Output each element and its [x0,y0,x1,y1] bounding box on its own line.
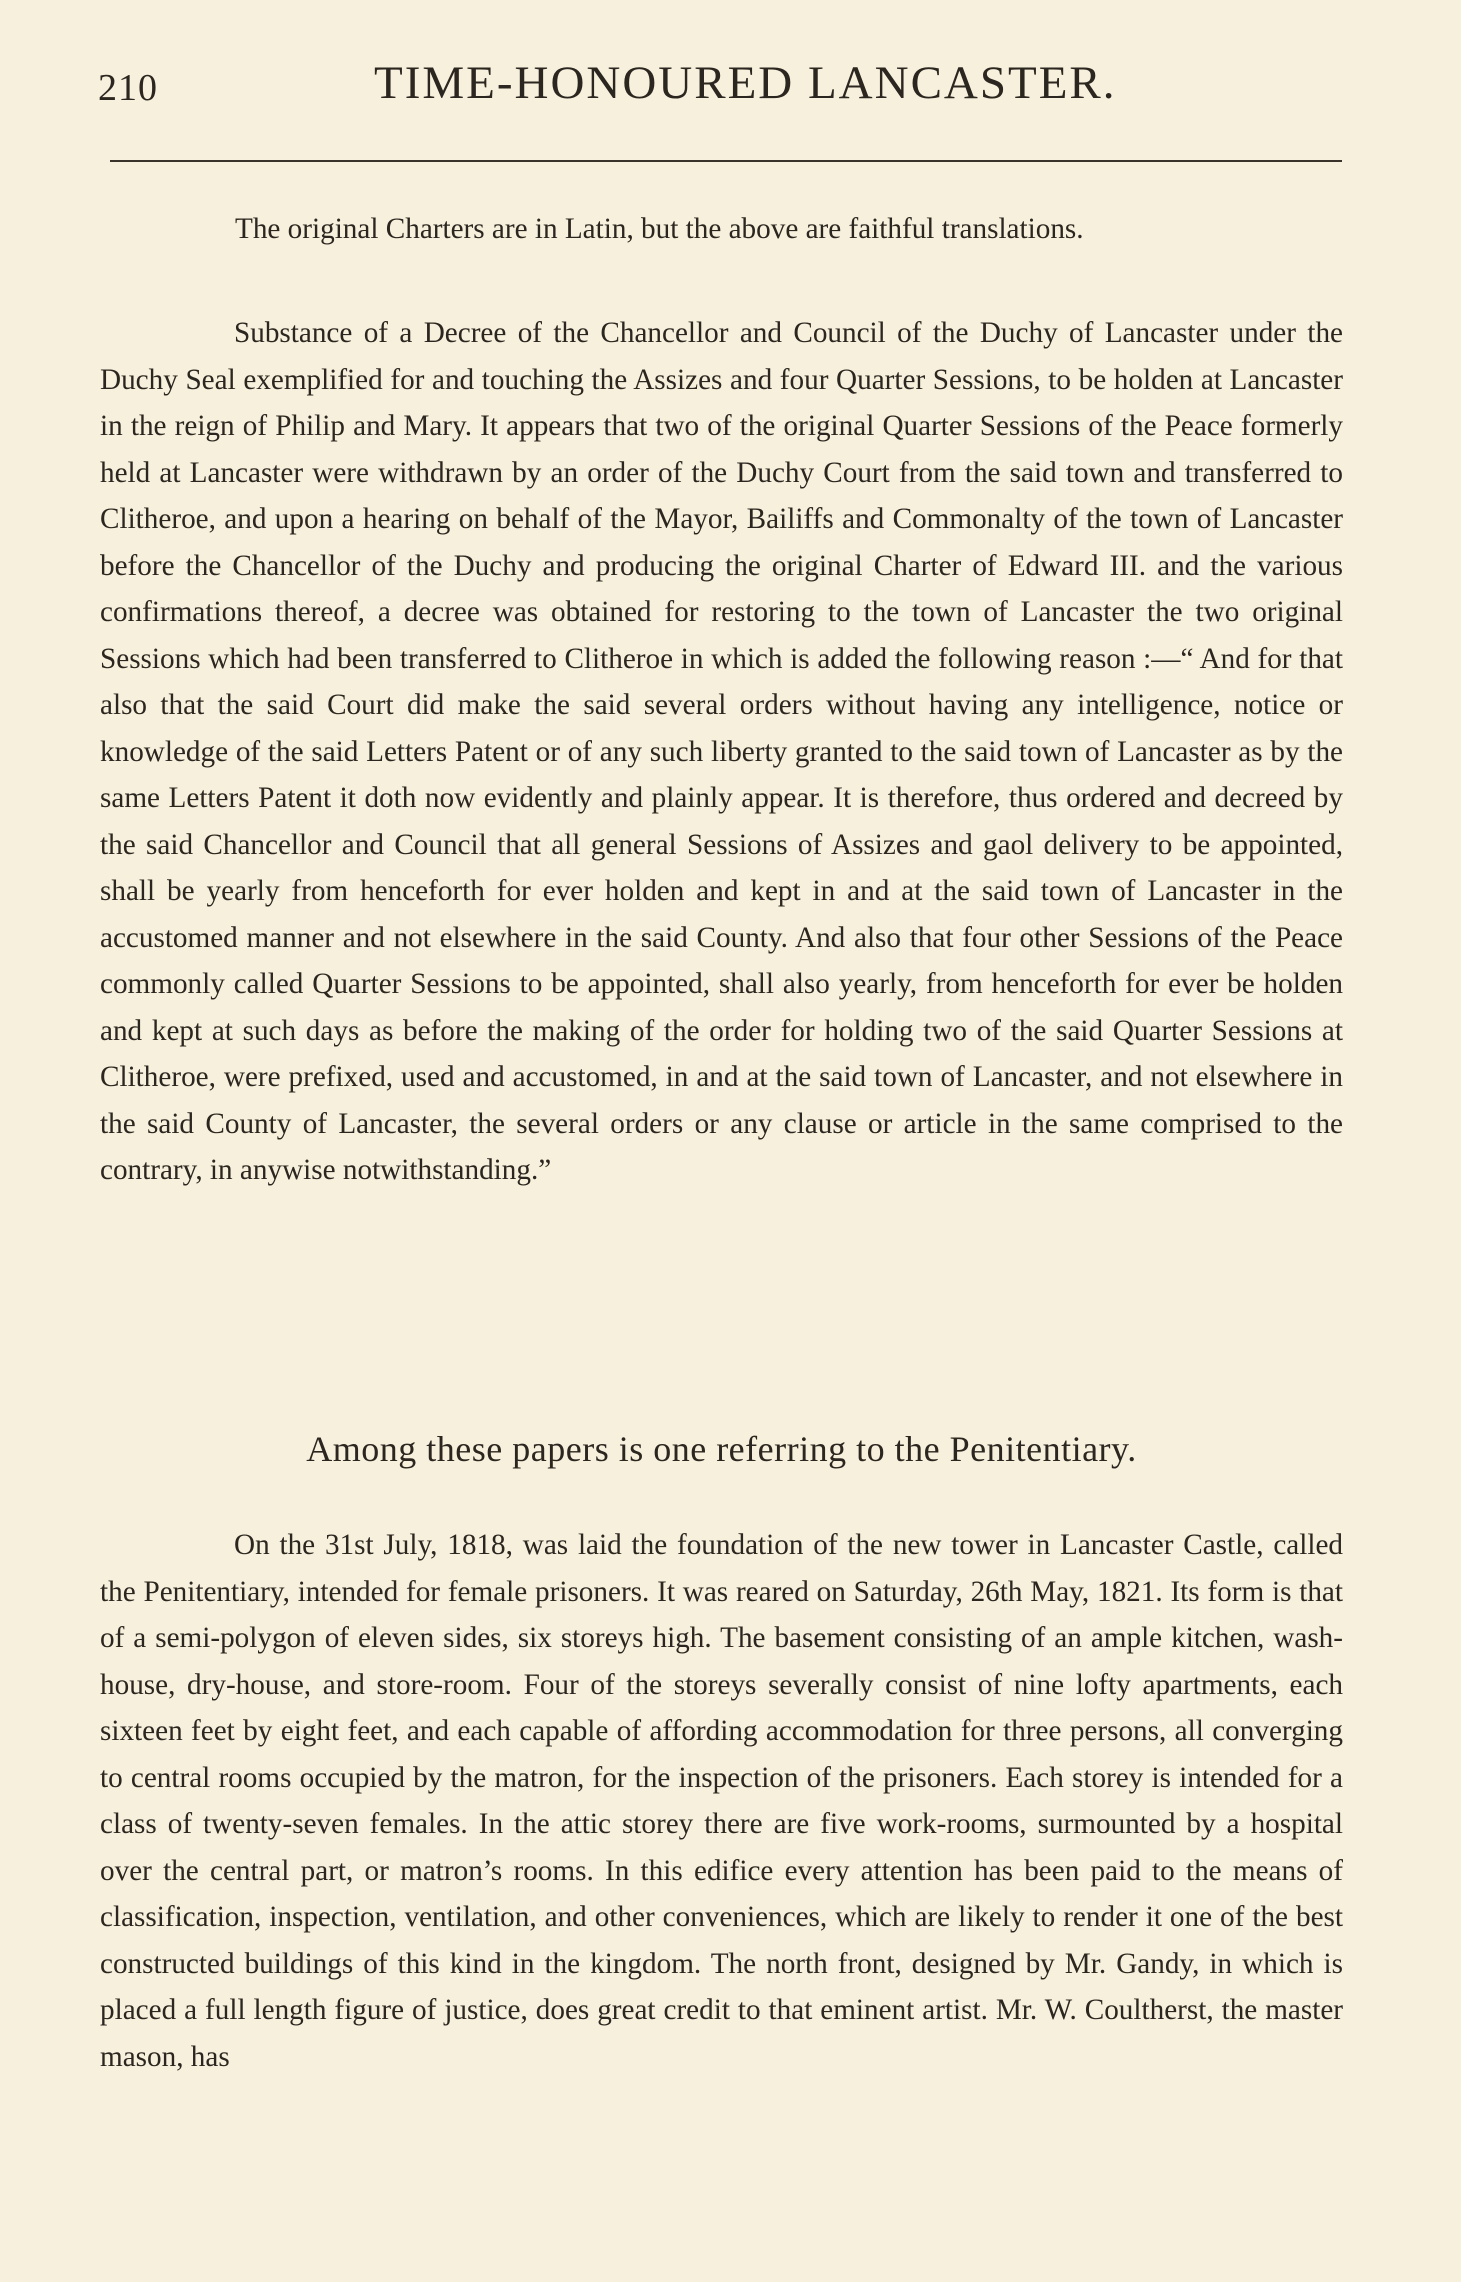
page-number: 210 [98,67,158,109]
header-rule [110,160,1342,162]
section-subheading: Among these papers is one referring to the Penitentiary. [306,1429,1137,1469]
paragraph-penitentiary: On the 31st July, 1818, was laid the foundation of the new tower in Lancaster Castle, called the Penitentiary, intended for female prisoners. It was reared on Saturday, 26th May, 1821. Its form is that of a semi-polygon of eleven sides, six storeys high. The basement consisting of an ample kitchen, wash-house, dry-house, and store-room. Four of the storeys severally consist of nine lofty apartments, each sixteen feet by eight feet, and each capable of affording accommodation for three persons, all converging to central rooms occupied by the matron, for the inspection of the prisoners. Each storey is intended for a class of twenty-seven females. In the attic storey there are five work-rooms, surmounted by a hospital over the central part, or matron’s rooms. In this edifice every attention has been paid to the means of classification, inspection, ventilation, and other conveniences, which are likely to render it one of the best constructed buildings of this kind in the kingdom. The north front, designed by Mr. Gandy, in which is placed a full length figure of justice, does great credit to that eminent artist. Mr. W. Coultherst, the master mason, has [100,1529,1343,2073]
page-header [98,56,1338,116]
paragraph-duchy-decree: Substance of a Decree of the Chancellor and Council of the Duchy of Lancaster under the Duchy Seal exemplified for and touching the Assizes and four Quarter Sessions, to be holden at Lancaster in the reign of Philip and Mary. It appears that two of the original Quarter Sessions of the Peace formerly held at Lancaster were withdrawn by an order of the Duchy Court from the said town and transferred to Clitheroe, and upon a hearing on behalf of the Mayor, Bailiffs and Commonalty of the town of Lancaster before the Chancellor of the Duchy and producing the original Charter of Edward III. and the various confirmations thereof, a decree was obtained for restoring to the town of Lancaster the two original Sessions which had been transferred to Clitheroe in which is added the following reason :—“ And for that also that the said Court did make the said several orders without having any intelligence, notice or knowledge of the said Letters Patent or of any such liberty granted to the said town of Lancaster as by the same Letters Patent it doth now evidently and plainly appear. It is therefore, thus ordered and decreed by the said Chancellor and Council that all general Sessions of Assizes and gaol delivery to be appointed, shall be yearly from henceforth for ever holden and kept in and at the said town of Lancaster in the accustomed manner and not elsewhere in the said County. And also that four other Sessions of the Peace commonly called Quarter Sessions to be appointed, shall also yearly, from henceforth for ever be holden and kept at such days as before the making of the order for holding two of the said Quarter Sessions at Clitheroe, were prefixed, used and accustomed, in and at the said town of Lancaster, and not elsewhere in the said County of Lancaster, the several orders or any clause or article in the same comprised to the contrary, in anywise notwithstanding.” [100,317,1343,1186]
running-title: TIME-HONOURED LANCASTER. [374,57,1117,109]
paragraph-translations-note: The original Charters are in Latin, but the above are faithful translations. [235,213,1084,245]
